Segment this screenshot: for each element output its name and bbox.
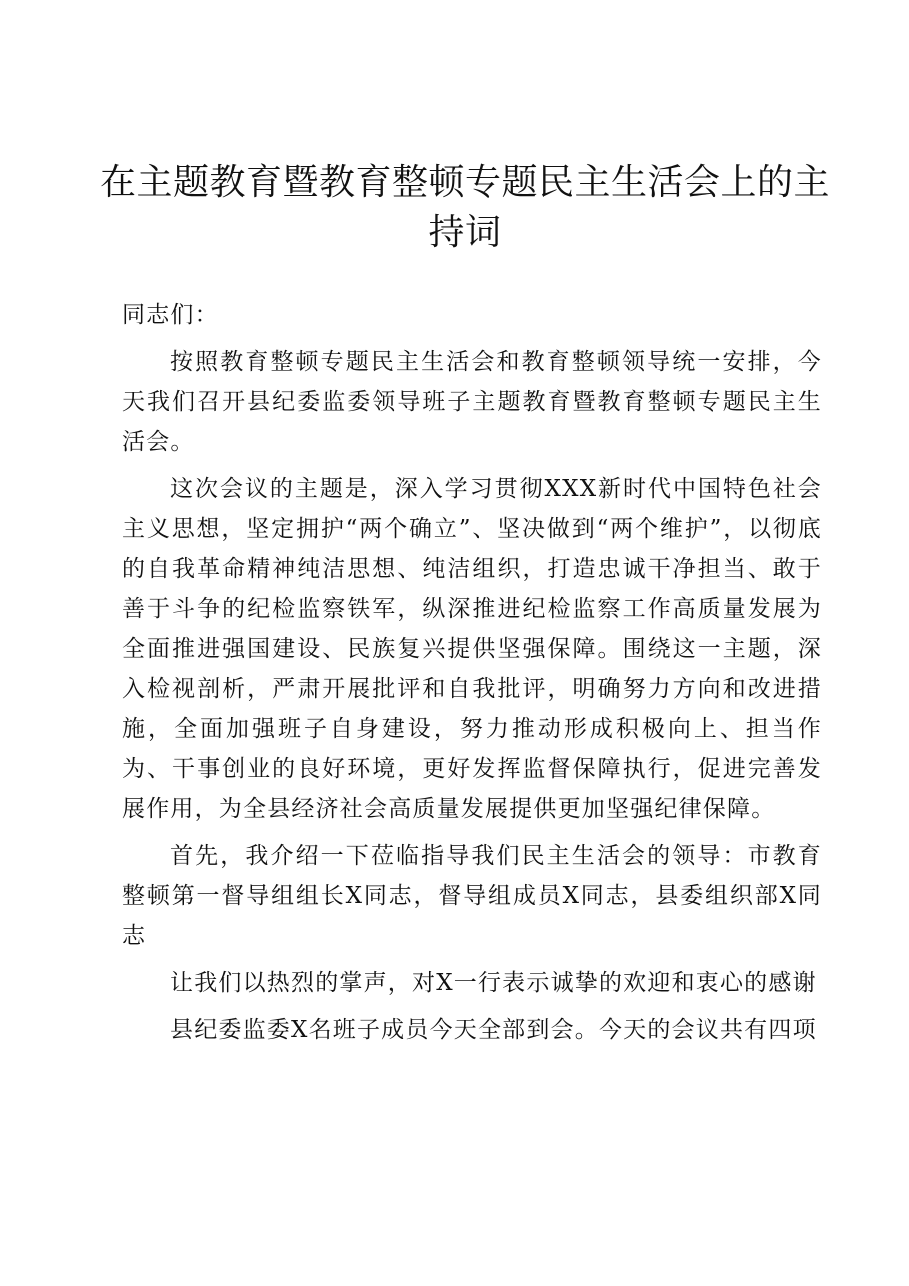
document-body <box>122 295 822 1057</box>
paragraph: 这次会议的主题是，深入学习贯彻XXX新时代中国特色社会主义思想，坚定拥护“两个确立”、坚决做到“两个维护”，以彻底的自我革命精神纯洁思想、纯洁组织，打造忠诚干净担当、敢于善于斗争的纪检监察铁军，纵深推进纪检监察工作高质量发展为全面推进强国建设、民族复兴提供坚强保障。围绕这一主题，深入检视剖析，严肃开展批评和自我批评，明确努力方向和改进措施，全面加强班子自身建设，努力推动形成积极向上、担当作为、干事创业的良好环境，更好发挥监督保障执行，促进完善发展作用，为全县经济社会高质量发展提供更加坚强纪律保障。 <box>122 476 822 822</box>
paragraph: 首先，我介绍一下莅临指导我们民主生活会的领导：市教育整顿第一督导组组长X同志，督导组成员X同志，县委组织部X同志 <box>122 843 822 949</box>
paragraph: 让我们以热烈的掌声，对X一行表示诚挚的欢迎和衷心的感谢 <box>170 970 817 996</box>
paragraph: 县纪委监委X名班子成员今天全部到会。今天的会议共有四项 <box>170 1017 817 1043</box>
paragraph: 按照教育整顿专题民主生活会和教育整顿领导统一安排，今天我们召开县纪委监委领导班子主题教育暨教育整顿专题民主生活会。 <box>122 349 822 455</box>
salutation: 同志们： <box>122 302 219 328</box>
document-title: 在主题教育暨教育整顿专题民主生活会上的主持词 <box>100 162 831 253</box>
